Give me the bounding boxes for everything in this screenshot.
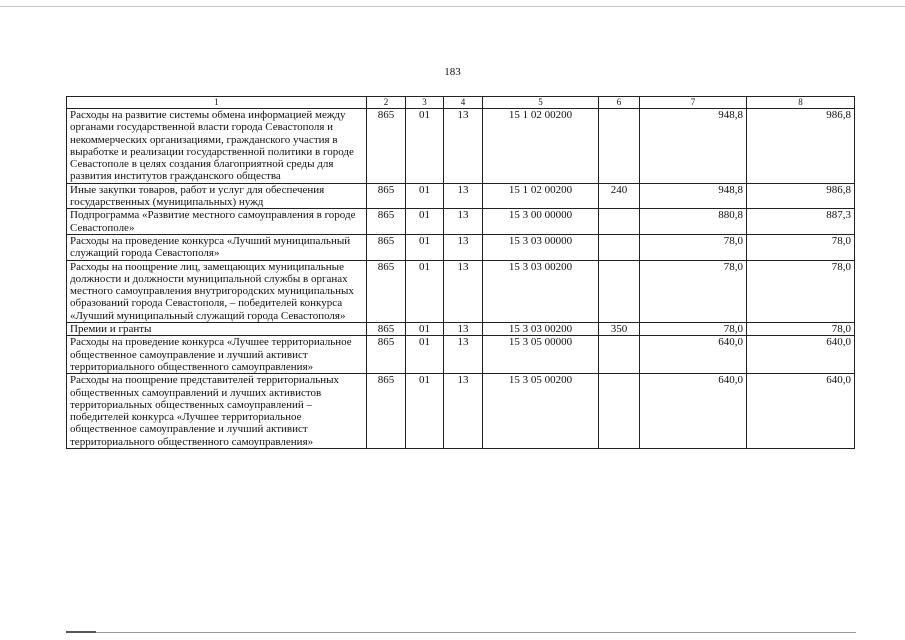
cell-expense-type: 350	[599, 323, 640, 336]
cell-subsection: 13	[444, 109, 483, 184]
cell-expense-type	[599, 109, 640, 184]
cell-amount-year-2: 986,8	[747, 109, 855, 184]
cell-section: 01	[406, 374, 444, 449]
table-row	[67, 209, 855, 235]
scan-bottom-line	[66, 632, 856, 633]
cell-amount-year-1: 948,8	[640, 183, 747, 209]
row-name: Расходы на проведение конкурса «Лучший муниципальный служащий города Севастополя»	[67, 234, 367, 260]
cell-subsection: 13	[444, 336, 483, 374]
cell-subsection: 13	[444, 374, 483, 449]
cell-amount-year-1: 948,8	[640, 109, 747, 184]
table-row	[67, 323, 855, 336]
cell-subsection: 13	[444, 183, 483, 209]
header-col-7: 7	[640, 97, 747, 109]
cell-expense-type	[599, 234, 640, 260]
cell-ministry-code: 865	[367, 336, 406, 374]
table-row	[67, 374, 855, 449]
row-name: Расходы на поощрение представителей территориальных общественных самоуправлений и лучших активистов территориальных общественных самоуправлений – победителей конкурса «Лучшее территориальное общественное самоуправление и лучший активист территориального общественного самоуправления»	[67, 374, 367, 449]
cell-target-article: 15 1 02 00200	[483, 109, 599, 184]
table-header-row	[67, 97, 855, 109]
cell-expense-type	[599, 209, 640, 235]
table-row	[67, 109, 855, 184]
cell-target-article: 15 3 03 00200	[483, 323, 599, 336]
cell-ministry-code: 865	[367, 183, 406, 209]
cell-expense-type	[599, 260, 640, 322]
cell-amount-year-1: 78,0	[640, 260, 747, 322]
cell-target-article: 15 3 05 00000	[483, 336, 599, 374]
cell-ministry-code: 865	[367, 234, 406, 260]
cell-target-article: 15 1 02 00200	[483, 183, 599, 209]
cell-expense-type: 240	[599, 183, 640, 209]
cell-subsection: 13	[444, 234, 483, 260]
cell-target-article: 15 3 05 00200	[483, 374, 599, 449]
cell-amount-year-1: 880,8	[640, 209, 747, 235]
cell-amount-year-2: 640,0	[747, 374, 855, 449]
scan-top-edge	[0, 6, 905, 7]
row-name: Иные закупки товаров, работ и услуг для обеспечения государственных (муниципальных) нужд	[67, 183, 367, 209]
header-col-8: 8	[747, 97, 855, 109]
header-col-3: 3	[406, 97, 444, 109]
table-row	[67, 183, 855, 209]
cell-amount-year-2: 640,0	[747, 336, 855, 374]
cell-section: 01	[406, 183, 444, 209]
cell-section: 01	[406, 323, 444, 336]
table-row	[67, 336, 855, 374]
cell-ministry-code: 865	[367, 323, 406, 336]
header-col-2: 2	[367, 97, 406, 109]
table-row	[67, 260, 855, 322]
cell-amount-year-1: 640,0	[640, 336, 747, 374]
cell-subsection: 13	[444, 260, 483, 322]
cell-amount-year-2: 986,8	[747, 183, 855, 209]
row-name: Расходы на развитие системы обмена информацией между органами государственной власти города Севастополя и некоммерческих организациями, гражданского участия в выработке и реализации государственной политики в городе Севастополе в целях создания благоприятной среды для развития институтов гражданского общества	[67, 109, 367, 184]
cell-section: 01	[406, 109, 444, 184]
cell-target-article: 15 3 03 00000	[483, 234, 599, 260]
row-name: Расходы на проведение конкурса «Лучшее территориальное общественное самоуправление и лучший активист территориального общественного самоуправления»	[67, 336, 367, 374]
budget-table	[66, 96, 855, 449]
header-col-5: 5	[483, 97, 599, 109]
cell-amount-year-1: 640,0	[640, 374, 747, 449]
header-col-6: 6	[599, 97, 640, 109]
cell-ministry-code: 865	[367, 209, 406, 235]
cell-amount-year-2: 78,0	[747, 234, 855, 260]
cell-expense-type	[599, 374, 640, 449]
header-col-1: 1	[67, 97, 367, 109]
cell-expense-type	[599, 336, 640, 374]
cell-section: 01	[406, 260, 444, 322]
cell-amount-year-2: 78,0	[747, 323, 855, 336]
cell-section: 01	[406, 336, 444, 374]
header-col-4: 4	[444, 97, 483, 109]
cell-amount-year-1: 78,0	[640, 234, 747, 260]
cell-subsection: 13	[444, 209, 483, 235]
row-name: Подпрограмма «Развитие местного самоуправления в городе Севастополе»	[67, 209, 367, 235]
table-row	[67, 234, 855, 260]
cell-section: 01	[406, 234, 444, 260]
cell-amount-year-1: 78,0	[640, 323, 747, 336]
row-name: Расходы на поощрение лиц, замещающих муниципальные должности и должности муниципальной службы в органах местного самоуправления внутригородских муниципальных образований города Севастополя, – победителей конкурса «Лучший муниципальный служащий города Севастополя»	[67, 260, 367, 322]
cell-target-article: 15 3 00 00000	[483, 209, 599, 235]
row-name: Премии и гранты	[67, 323, 367, 336]
cell-subsection: 13	[444, 323, 483, 336]
cell-amount-year-2: 887,3	[747, 209, 855, 235]
cell-ministry-code: 865	[367, 260, 406, 322]
cell-ministry-code: 865	[367, 374, 406, 449]
page-number: 183	[444, 66, 461, 78]
cell-target-article: 15 3 03 00200	[483, 260, 599, 322]
cell-ministry-code: 865	[367, 109, 406, 184]
cell-amount-year-2: 78,0	[747, 260, 855, 322]
cell-section: 01	[406, 209, 444, 235]
